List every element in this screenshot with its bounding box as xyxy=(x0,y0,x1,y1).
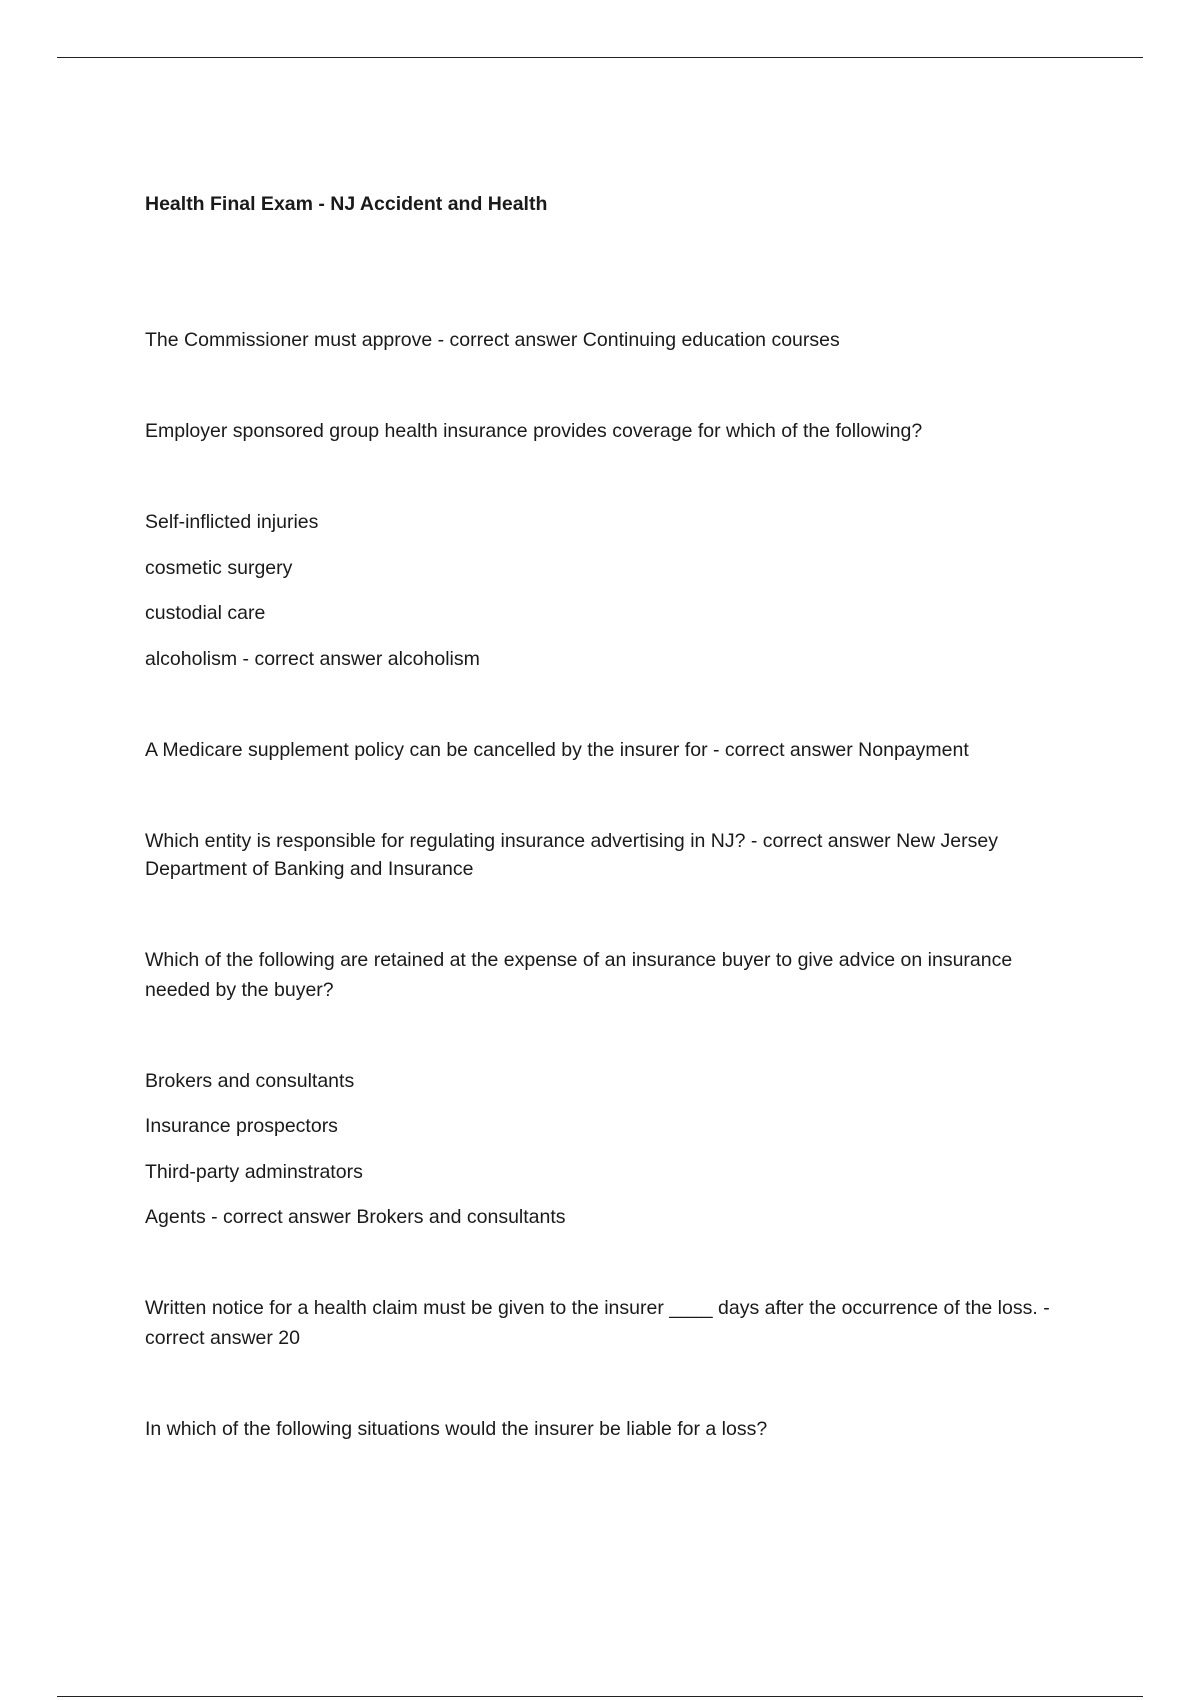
option-cosmetic-surgery: cosmetic surgery xyxy=(145,557,293,579)
header-rule xyxy=(57,57,1143,58)
option-custodial-care: custodial care xyxy=(145,602,266,624)
option-alcoholism-answer: alcoholism - correct answer alcoholism xyxy=(145,648,480,670)
question-advertising-line1: Which entity is responsible for regulating insurance advertising in NJ? - correct answer New Jersey xyxy=(145,830,998,852)
option-agents-answer: Agents - correct answer Brokers and consultants xyxy=(145,1206,566,1228)
question-advisors-line1: Which of the following are retained at the expense of an insurance buyer to give advice on insurance xyxy=(145,949,1013,971)
option-self-inflicted: Self-inflicted injuries xyxy=(145,511,319,533)
document-title: Health Final Exam - NJ Accident and Health xyxy=(145,193,548,215)
question-advisors-line2: needed by the buyer? xyxy=(145,979,334,1001)
option-brokers: Brokers and consultants xyxy=(145,1070,355,1092)
option-tpa: Third-party adminstrators xyxy=(145,1161,363,1183)
question-medicare-supplement: A Medicare supplement policy can be cancelled by the insurer for - correct answer Nonpayment xyxy=(145,739,969,761)
question-written-notice-line1: Written notice for a health claim must be given to the insurer ____ days after the occurrence of the loss. - xyxy=(145,1297,1050,1319)
question-advertising-line2: Department of Banking and Insurance xyxy=(145,858,474,880)
question-employer-group: Employer sponsored group health insurance provides coverage for which of the following? xyxy=(145,420,923,442)
question-written-notice-line2: correct answer 20 xyxy=(145,1327,300,1349)
question-commissioner: The Commissioner must approve - correct answer Continuing education courses xyxy=(145,329,840,351)
option-prospectors: Insurance prospectors xyxy=(145,1115,338,1137)
question-insurer-liable: In which of the following situations would the insurer be liable for a loss? xyxy=(145,1418,768,1440)
footer-rule xyxy=(57,1696,1143,1697)
